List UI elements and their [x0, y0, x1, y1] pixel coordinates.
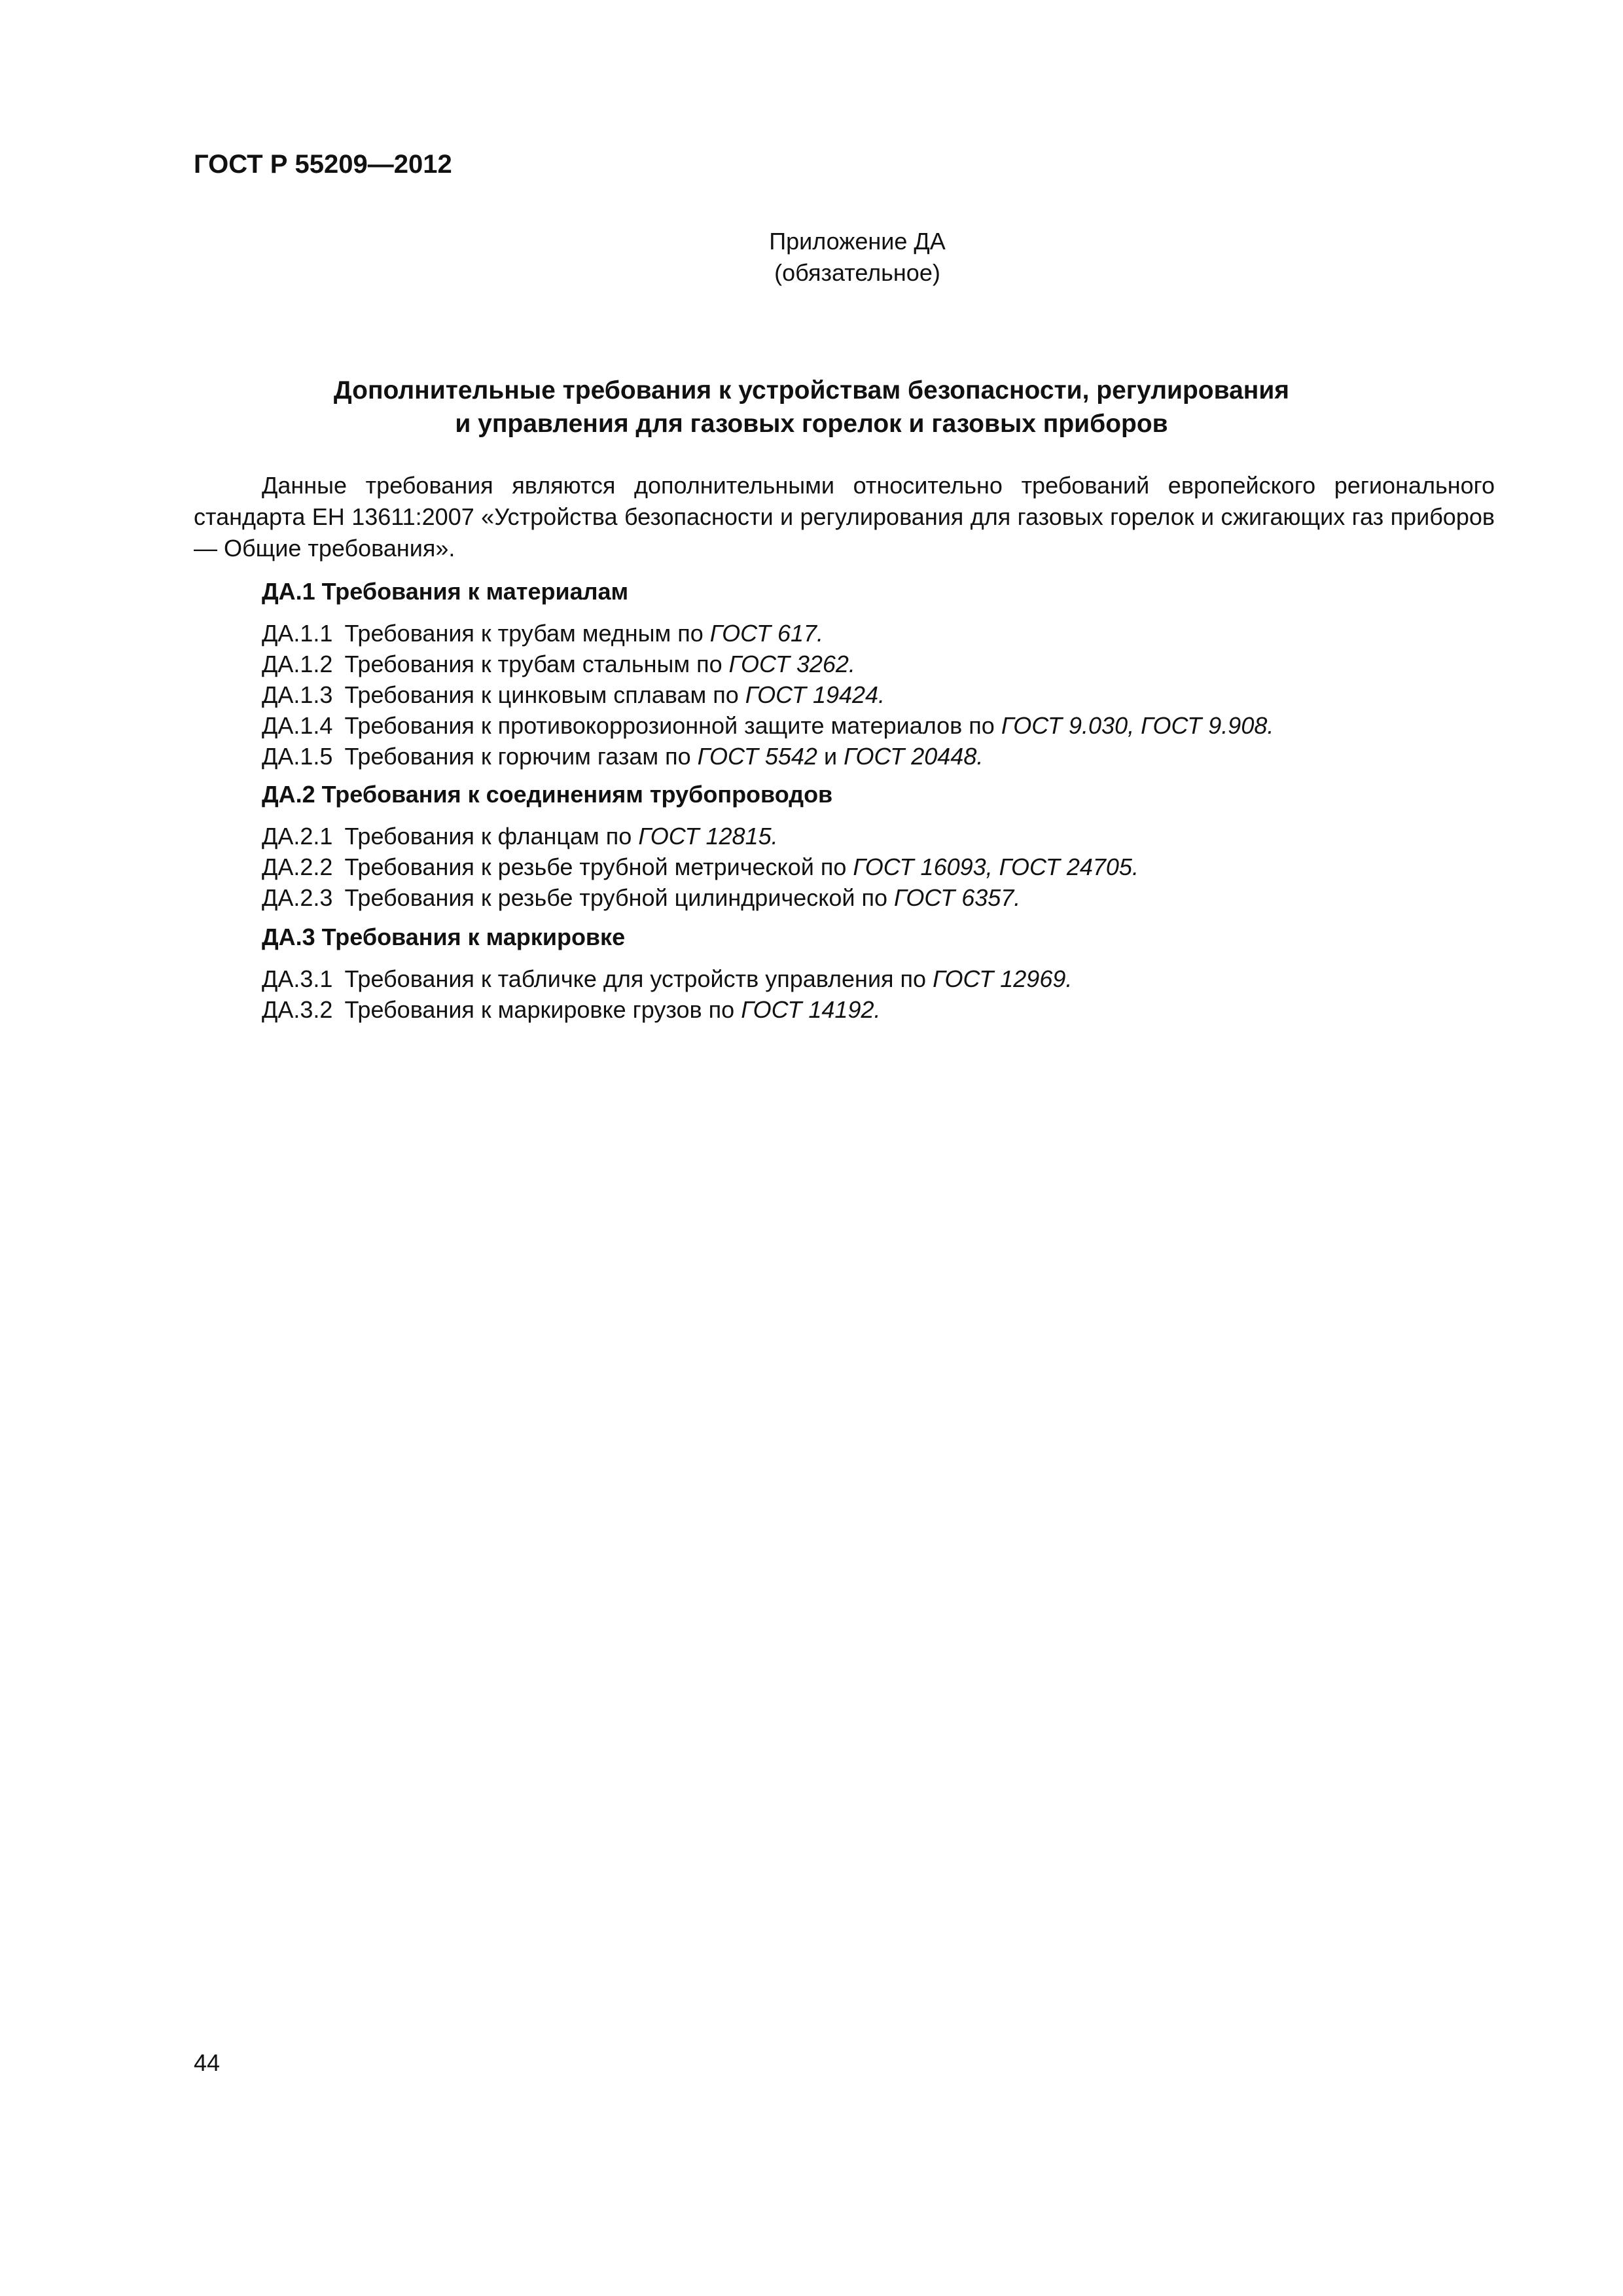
item-text: Требования к табличке для устройств управления по [344, 965, 933, 992]
item-text: Требования к резьбе трубной метрической по [344, 853, 853, 880]
section-heading-da3: ДА.3 Требования к маркировке [262, 924, 626, 950]
annex-status: (обязательное) [774, 259, 940, 286]
item-text: Требования к маркировке грузов по [344, 996, 741, 1023]
item-text: Требования к резьбе трубной цилиндрической по [344, 884, 895, 911]
section-heading-da2: ДА.2 Требования к соединениям трубопроводов [262, 781, 833, 808]
list-item [262, 679, 885, 711]
standard-reference: ГОСТ 12969. [933, 965, 1073, 992]
item-number: ДА.1.5 [262, 743, 333, 770]
list-item [262, 618, 823, 649]
standard-reference: ГОСТ 5542 [697, 743, 817, 770]
main-title-line-2: и управления для газовых горелок и газовых приборов [455, 410, 1168, 438]
standard-reference: ГОСТ 617. [709, 620, 824, 647]
item-text: Требования к горючим газам по [344, 743, 698, 770]
item-number: ДА.2.1 [262, 823, 333, 850]
list-item [262, 963, 1072, 995]
item-number: ДА.1.4 [262, 712, 333, 739]
standard-reference: ГОСТ 14192. [741, 996, 881, 1023]
item-number: ДА.2.3 [262, 884, 333, 911]
item-joiner: и [817, 743, 844, 770]
standard-reference: ГОСТ 9.030, ГОСТ 9.908. [1001, 712, 1274, 739]
list-item [262, 710, 1274, 742]
item-number: ДА.1.1 [262, 620, 333, 647]
document-code: ГОСТ Р 55209—2012 [194, 150, 452, 179]
list-item [262, 821, 778, 852]
standard-reference: ГОСТ 3262. [728, 651, 855, 677]
section-heading-da1: ДА.1 Требования к материалам [262, 578, 629, 605]
item-number: ДА.3.1 [262, 965, 333, 992]
item-text: Требования к противокоррозионной защите материалов по [344, 712, 1001, 739]
item-text: Требования к цинковым сплавам по [344, 681, 745, 708]
list-item [262, 649, 855, 680]
item-number: ДА.1.3 [262, 681, 333, 708]
main-title-line-1: Дополнительные требования к устройствам безопасности, регулирования [333, 376, 1290, 404]
item-text: Требования к трубам стальным по [344, 651, 729, 677]
standard-reference: ГОСТ 6357. [894, 884, 1021, 911]
list-item [262, 852, 1139, 883]
standard-reference: ГОСТ 20448. [844, 743, 984, 770]
item-text: Требования к трубам медным по [344, 620, 710, 647]
annex-title: Приложение ДА [769, 228, 946, 255]
standard-reference: ГОСТ 12815. [638, 823, 778, 850]
standard-reference: ГОСТ 19424. [745, 681, 885, 708]
item-number: ДА.3.2 [262, 996, 333, 1023]
list-item [262, 994, 881, 1026]
standard-reference: ГОСТ 16093, ГОСТ 24705. [853, 853, 1139, 880]
item-number: ДА.2.2 [262, 853, 333, 880]
page-number: 44 [194, 2049, 221, 2076]
list-item [262, 882, 1020, 914]
list-item [262, 741, 983, 772]
intro-paragraph: Данные требования являются дополнительными относительно требований европейского регионального стандарта ЕН 13611:2007 «Устройства безопасности и регулирования для газовых горелок и сжигающих газ приборов — Общие требования». [194, 472, 1495, 562]
item-text: Требования к фланцам по [344, 823, 639, 850]
item-number: ДА.1.2 [262, 651, 333, 677]
